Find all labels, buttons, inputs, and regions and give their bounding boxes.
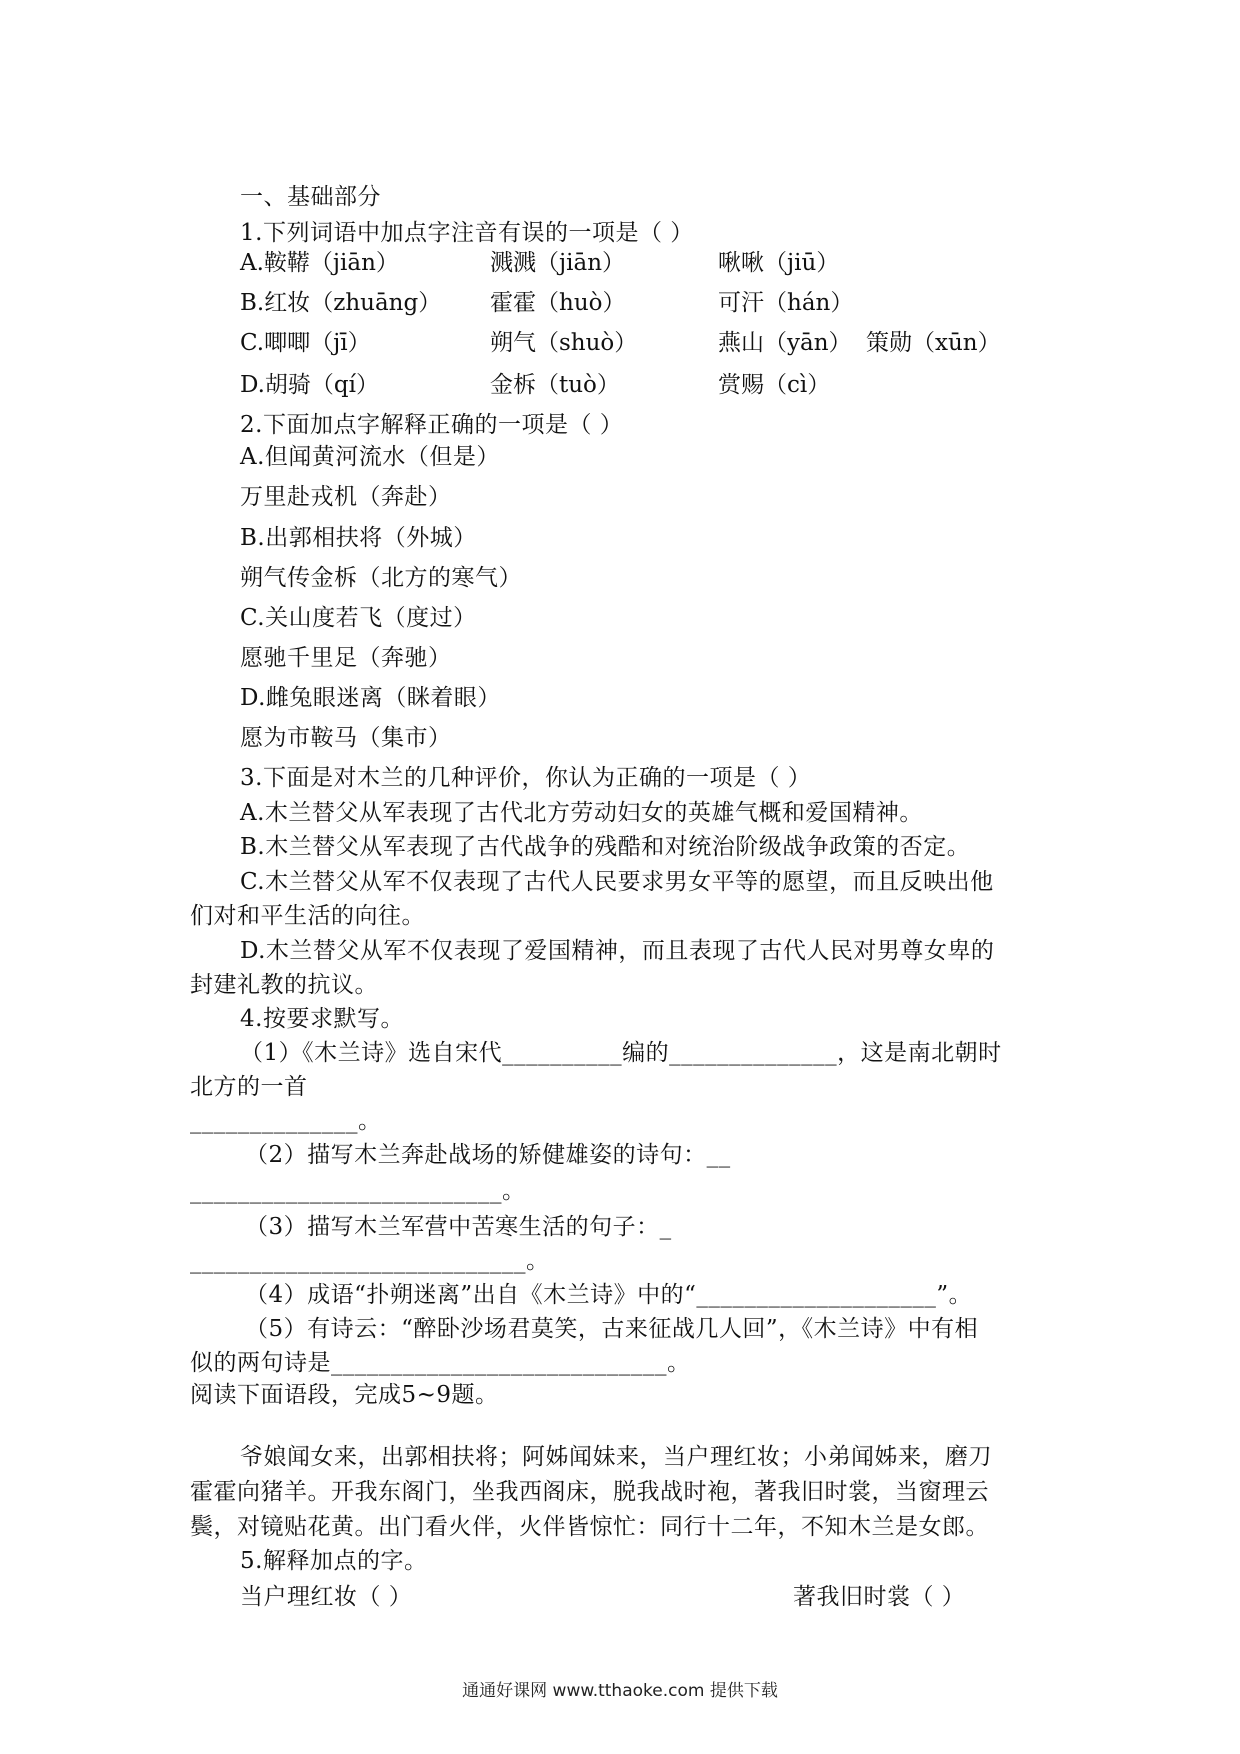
q1-option: 燕山（yān） bbox=[718, 330, 852, 356]
q2-line: 愿驰千里足（奔驰） bbox=[240, 645, 452, 671]
q3-option-d-cont: 封建礼教的抗议。 bbox=[190, 972, 378, 998]
q1-option: 可汗（hán） bbox=[718, 290, 854, 316]
q4-sub1-cont: 北方的一首 bbox=[190, 1074, 308, 1100]
q3-option-a: A.木兰替父从军表现了古代北方劳动妇女的英雄气概和爱国精神。 bbox=[240, 800, 923, 826]
q4-sub1: （1）《木兰诗》选自宋代__________编的______________，这是南北朝时 bbox=[240, 1040, 1002, 1066]
q1-option: C.唧唧（jī） bbox=[240, 330, 371, 356]
q4-sub2-blank: __________________________。 bbox=[190, 1178, 526, 1204]
q1-option: 溅溅（jiān） bbox=[490, 250, 626, 276]
passage-line: 爷娘闻女来，出郭相扶将；阿姊闻妹来，当户理红妆；小弟闻姊来，磨刀 bbox=[240, 1444, 992, 1470]
q3-option-c: C.木兰替父从军不仅表现了古代人民要求男女平等的愿望，而且反映出他 bbox=[240, 869, 994, 895]
section-title: 一、基础部分 bbox=[240, 184, 381, 210]
passage-line: 鬓，对镜贴花黄。出门看火伴，火伴皆惊忙：同行十二年，不知木兰是女郎。 bbox=[190, 1514, 989, 1540]
q2-line: 愿为市鞍马（集市） bbox=[240, 725, 452, 751]
q3-option-b: B.木兰替父从军表现了古代战争的残酷和对统治阶级战争政策的否定。 bbox=[240, 834, 971, 860]
q4-sub3-blank: ____________________________。 bbox=[190, 1248, 550, 1274]
q1-option: D.胡骑（qí） bbox=[240, 372, 380, 398]
q5-item: 当户理红妆（ ） bbox=[240, 1584, 413, 1610]
q3-stem: 3.下面是对木兰的几种评价，你认为正确的一项是（ ） bbox=[240, 765, 812, 791]
q2-line: 万里赴戎机（奔赴） bbox=[240, 484, 452, 510]
q1-option: 霍霍（huò） bbox=[490, 290, 626, 316]
q1-option: A.鞍鞯（jiān） bbox=[240, 250, 399, 276]
q5-item: 著我旧时裳（ ） bbox=[793, 1584, 966, 1610]
q2-line: C.关山度若飞（度过） bbox=[240, 605, 477, 631]
q2-stem: 2.下面加点字解释正确的一项是（ ） bbox=[240, 412, 624, 438]
q3-option-c-cont: 们对和平生活的向往。 bbox=[190, 903, 425, 929]
q1-option: 啾啾（jiū） bbox=[718, 250, 840, 276]
q1-option: 朔气（shuò） bbox=[490, 330, 638, 356]
q2-line: 朔气传金柝（北方的寒气） bbox=[240, 565, 522, 591]
q1-option: B.红妆（zhuāng） bbox=[240, 290, 442, 316]
q4-sub1-blank: ______________。 bbox=[190, 1108, 382, 1134]
q3-option-d: D.木兰替父从军不仅表现了爱国精神，而且表现了古代人民对男尊女卑的 bbox=[240, 938, 995, 964]
q4-stem: 4.按要求默写。 bbox=[240, 1006, 404, 1032]
q5-stem: 5.解释加点的字。 bbox=[240, 1548, 428, 1574]
reading-instruction: 阅读下面语段，完成5~9题。 bbox=[190, 1382, 499, 1408]
q1-option: 策勋（xūn） bbox=[866, 330, 1001, 356]
passage-line: 霍霍向猪羊。开我东阁门，坐我西阁床，脱我战时袍，著我旧时裳，当窗理云 bbox=[190, 1479, 989, 1505]
q4-sub2: （2）描写木兰奔赴战场的矫健雄姿的诗句：__ bbox=[245, 1142, 731, 1168]
q2-line: D.雌兔眼迷离（眯着眼） bbox=[240, 685, 501, 711]
q2-line: A.但闻黄河流水（但是） bbox=[240, 444, 500, 470]
q1-option: 赏赐（cì） bbox=[718, 372, 831, 398]
q4-sub5-cont: 似的两句诗是____________________________。 bbox=[190, 1350, 691, 1376]
q4-sub3: （3）描写木兰军营中苦寒生活的句子：_ bbox=[245, 1214, 672, 1240]
page-footer: 通通好课网 www.tthaoke.com 提供下载 bbox=[462, 1681, 778, 1701]
q4-sub5: （5）有诗云：“醉卧沙场君莫笑，古来征战几人回”，《木兰诗》中有相 bbox=[245, 1316, 979, 1342]
q2-line: B.出郭相扶将（外城） bbox=[240, 525, 477, 551]
q4-sub4: （4）成语“扑朔迷离”出自《木兰诗》中的“____________________”。 bbox=[245, 1282, 973, 1308]
q1-option: 金柝（tuò） bbox=[490, 372, 620, 398]
q1-stem: 1.下列词语中加点字注音有误的一项是（ ） bbox=[240, 220, 694, 246]
